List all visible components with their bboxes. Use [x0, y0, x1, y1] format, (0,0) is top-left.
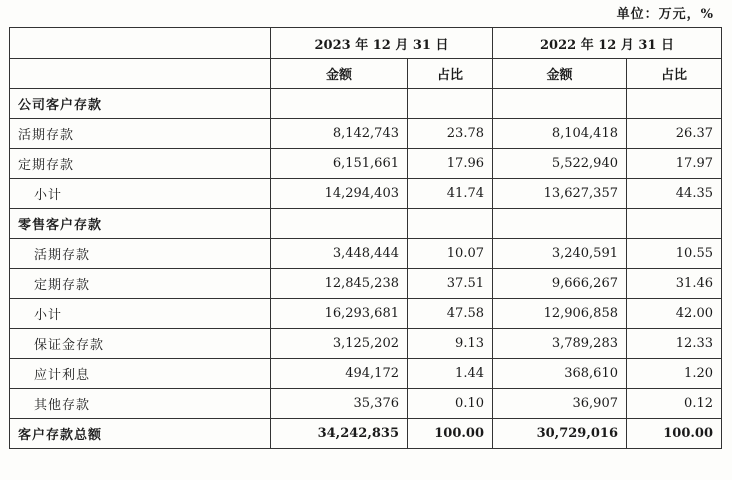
ratio-2022: 26.37: [627, 119, 722, 149]
amount-2023: 35,376: [271, 389, 408, 419]
table-row: [10, 119, 722, 149]
header-row-years: [10, 28, 722, 59]
row-label: 应计利息: [10, 359, 271, 389]
ratio-2022: 44.35: [627, 179, 722, 209]
row-label: 保证金存款: [10, 329, 271, 359]
amount-2022: 5,522,940: [493, 149, 627, 179]
row-label: 活期存款: [10, 119, 271, 149]
total-label: 客户存款总额: [10, 419, 271, 449]
amount-2023: 16,293,681: [271, 299, 408, 329]
amount-2023: 12,845,238: [271, 269, 408, 299]
row-label: 定期存款: [10, 149, 271, 179]
ratio-2023: 47.58: [408, 299, 493, 329]
amount-2022: 9,666,267: [493, 269, 627, 299]
amount-2022: 368,610: [493, 359, 627, 389]
amount-2023: 3,448,444: [271, 239, 408, 269]
amount-2023: 494,172: [271, 359, 408, 389]
ratio-2022: 100.00: [627, 419, 722, 449]
amount-2023: 6,151,661: [271, 149, 408, 179]
ratio-2022: 0.12: [627, 389, 722, 419]
total-row: [10, 419, 722, 449]
ratio-2023: [408, 89, 493, 119]
header-blank: [10, 28, 271, 59]
section-label: 公司客户存款: [10, 89, 271, 119]
amount-2023: 8,142,743: [271, 119, 408, 149]
table-row: [10, 89, 722, 119]
row-label: 小计: [10, 179, 271, 209]
header-amount-2022: 金额: [493, 59, 627, 89]
table-row: [10, 299, 722, 329]
amount-2023: [271, 209, 408, 239]
unit-note: 单位：万元，%: [616, 7, 714, 22]
ratio-2023: 10.07: [408, 239, 493, 269]
ratio-2023: 23.78: [408, 119, 493, 149]
header-row-columns: [10, 59, 722, 89]
ratio-2023: 37.51: [408, 269, 493, 299]
table-row: [10, 209, 722, 239]
table-row: [10, 329, 722, 359]
table-row: [10, 269, 722, 299]
header-amount-2023: 金额: [271, 59, 408, 89]
row-label: 其他存款: [10, 389, 271, 419]
amount-2023: [271, 89, 408, 119]
amount-2022: [493, 89, 627, 119]
ratio-2023: 1.44: [408, 359, 493, 389]
amount-2022: 36,907: [493, 389, 627, 419]
row-label: 活期存款: [10, 239, 271, 269]
amount-2022: 3,240,591: [493, 239, 627, 269]
row-label: 小计: [10, 299, 271, 329]
amount-2023: 34,242,835: [271, 419, 408, 449]
amount-2022: 3,789,283: [493, 329, 627, 359]
table-row: [10, 239, 722, 269]
ratio-2022: 1.20: [627, 359, 722, 389]
amount-2022: 13,627,357: [493, 179, 627, 209]
ratio-2023: [408, 209, 493, 239]
section-label: 零售客户存款: [10, 209, 271, 239]
ratio-2023: 17.96: [408, 149, 493, 179]
amount-2022: 12,906,858: [493, 299, 627, 329]
table-row: [10, 149, 722, 179]
ratio-2022: 42.00: [627, 299, 722, 329]
ratio-2022: 12.33: [627, 329, 722, 359]
header-year-2022: 2022 年 12 月 31 日: [493, 28, 722, 59]
table-row: [10, 359, 722, 389]
ratio-2022: 10.55: [627, 239, 722, 269]
amount-2022: 30,729,016: [493, 419, 627, 449]
amount-2022: [493, 209, 627, 239]
amount-2022: 8,104,418: [493, 119, 627, 149]
ratio-2023: 41.74: [408, 179, 493, 209]
ratio-2022: [627, 209, 722, 239]
table-row: [10, 179, 722, 209]
ratio-2023: 0.10: [408, 389, 493, 419]
amount-2023: 14,294,403: [271, 179, 408, 209]
ratio-2022: 31.46: [627, 269, 722, 299]
amount-2023: 3,125,202: [271, 329, 408, 359]
row-label: 定期存款: [10, 269, 271, 299]
ratio-2023: 9.13: [408, 329, 493, 359]
header-ratio-2022: 占比: [627, 59, 722, 89]
table-row: [10, 389, 722, 419]
ratio-2022: 17.97: [627, 149, 722, 179]
deposit-table: [9, 27, 722, 449]
ratio-2023: 100.00: [408, 419, 493, 449]
header-ratio-2023: 占比: [408, 59, 493, 89]
ratio-2022: [627, 89, 722, 119]
header-year-2023: 2023 年 12 月 31 日: [271, 28, 493, 59]
header-blank: [10, 59, 271, 89]
